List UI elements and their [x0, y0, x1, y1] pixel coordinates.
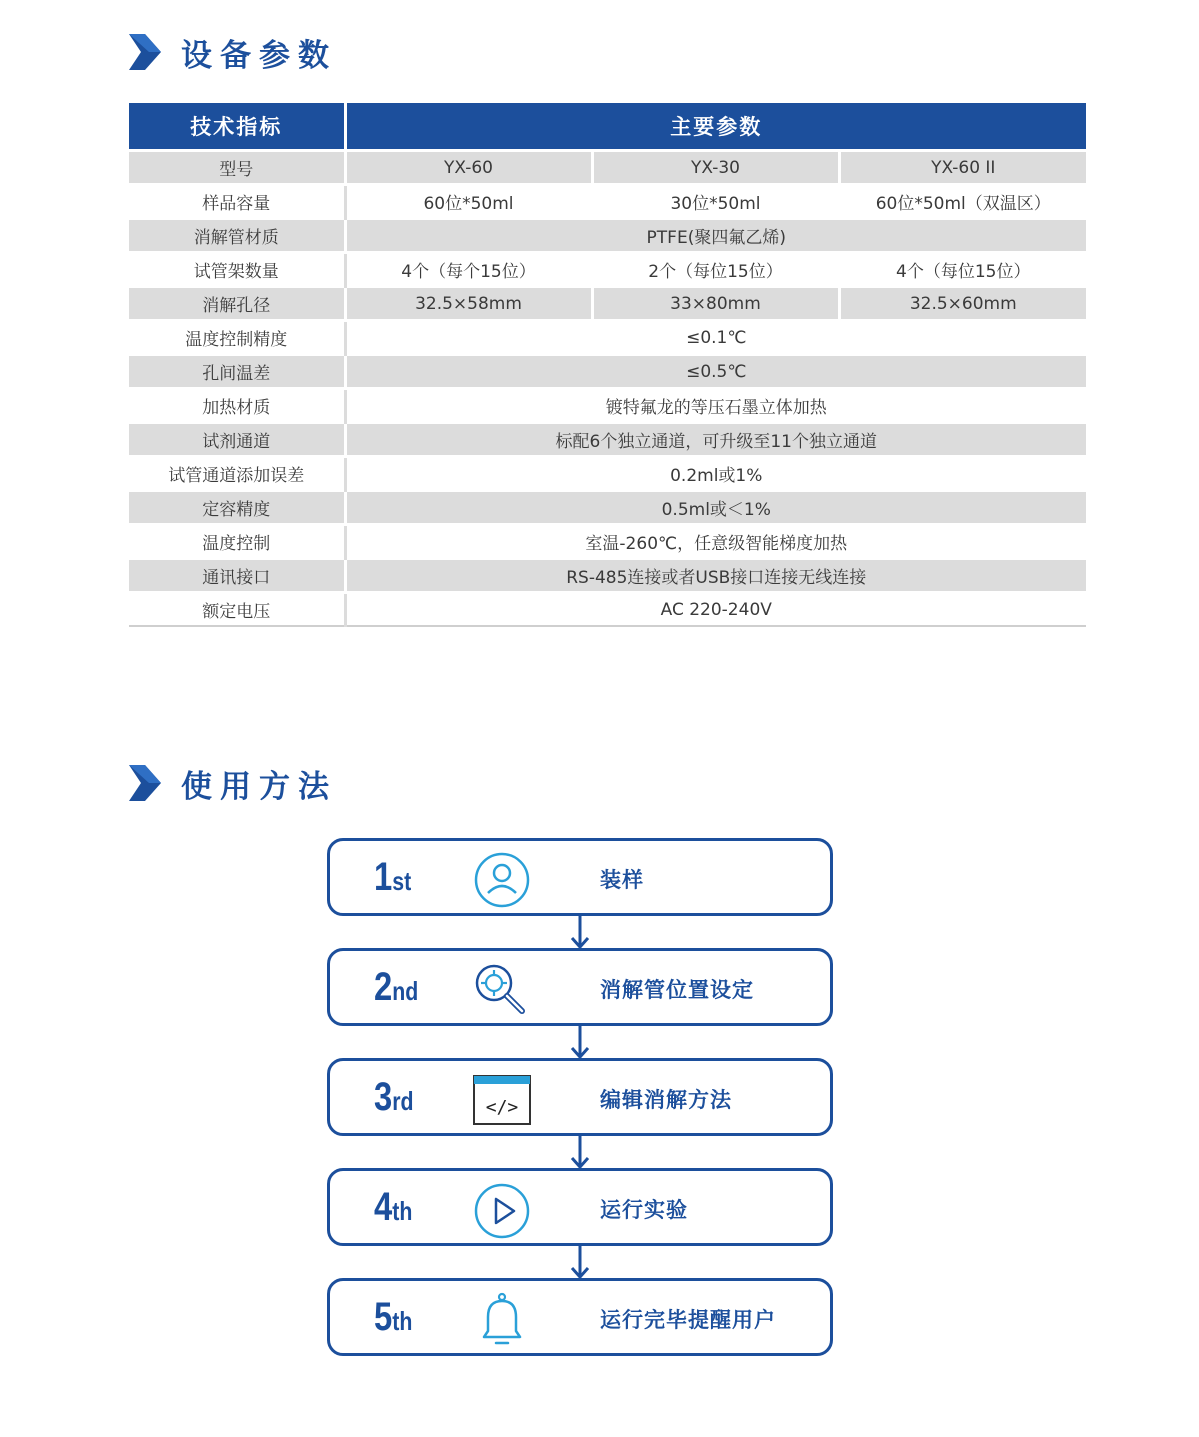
spec-label: 样品容量: [129, 185, 345, 219]
spec-value: 0.5ml或＜1%: [345, 491, 1086, 525]
spec-label: 消解管材质: [129, 219, 345, 253]
spec-value: YX-60: [345, 151, 592, 185]
step-label: 运行完毕提醒用户: [600, 1308, 776, 1332]
spec-label: 型号: [129, 151, 345, 185]
step-number: [374, 855, 411, 900]
step-4: [327, 1168, 833, 1246]
step-number-suffix: th: [392, 1196, 413, 1226]
bell-icon: [472, 1291, 532, 1349]
svg-text:</>: </>: [485, 1097, 519, 1118]
spec-label: 温度控制精度: [129, 321, 345, 355]
chevron-right-icon: [129, 34, 161, 70]
step-label: 消解管位置设定: [600, 978, 754, 1002]
spec-value: 4个（每个15位）: [345, 253, 592, 287]
table-row: [129, 321, 1086, 355]
table-row: [129, 185, 1086, 219]
step-label: 装样: [600, 868, 644, 892]
table-row: [129, 525, 1086, 559]
table-row: [129, 593, 1086, 627]
spec-label: 定容精度: [129, 491, 345, 525]
step-number: [374, 1185, 412, 1230]
step-number-digit: 3: [374, 1075, 393, 1119]
table-row: [129, 253, 1086, 287]
spec-value: 60位*50ml: [345, 185, 592, 219]
spec-value: 32.5×60mm: [839, 287, 1086, 321]
table-row: [129, 219, 1086, 253]
step-number-digit: 1: [374, 855, 393, 899]
spec-table: [129, 103, 1086, 627]
user-icon: [472, 851, 532, 909]
spec-value: ≤0.5℃: [345, 355, 1086, 389]
spec-value: YX-30: [592, 151, 839, 185]
spec-label: 通讯接口: [129, 559, 345, 593]
table-header-row: [129, 103, 1086, 151]
table-row: [129, 389, 1086, 423]
step-2: [327, 948, 833, 1026]
step-number-digit: 5: [374, 1295, 393, 1339]
spec-value: 32.5×58mm: [345, 287, 592, 321]
spec-label: 试剂通道: [129, 423, 345, 457]
table-row: [129, 287, 1086, 321]
spec-label: 额定电压: [129, 593, 345, 627]
chevron-right-icon: [129, 765, 161, 801]
spec-value: 室温-260℃，任意级智能梯度加热: [345, 525, 1086, 559]
step-number: [374, 1295, 412, 1340]
step-label: 编辑消解方法: [600, 1088, 732, 1112]
spec-label: 温度控制: [129, 525, 345, 559]
spec-value: 镀特氟龙的等压石墨立体加热: [345, 389, 1086, 423]
step-1: [327, 838, 833, 916]
step-number-suffix: th: [392, 1306, 413, 1336]
table-row: [129, 423, 1086, 457]
spec-value: ≤0.1℃: [345, 321, 1086, 355]
section-title-text: 设备参数: [181, 37, 337, 74]
spec-label: 试管架数量: [129, 253, 345, 287]
step-5: [327, 1278, 833, 1356]
spec-value: 33×80mm: [592, 287, 839, 321]
step-label: 运行实验: [600, 1198, 688, 1222]
step-number: [374, 1075, 414, 1120]
play-icon: [472, 1181, 532, 1239]
spec-value: 60位*50ml（双温区）: [839, 185, 1086, 219]
table-row: [129, 355, 1086, 389]
spec-label: 孔间温差: [129, 355, 345, 389]
step-number-digit: 2: [374, 965, 393, 1009]
header-main-params: 主要参数: [345, 103, 1086, 151]
code-window-icon: [472, 1071, 532, 1129]
step-number-suffix: nd: [392, 976, 419, 1006]
spec-label: 消解孔径: [129, 287, 345, 321]
table-row: [129, 491, 1086, 525]
spec-value: PTFE(聚四氟乙烯): [345, 219, 1086, 253]
search-target-icon: [472, 961, 532, 1019]
spec-label: 加热材质: [129, 389, 345, 423]
spec-value: 2个（每位15位）: [592, 253, 839, 287]
table-row: [129, 457, 1086, 491]
step-number-digit: 4: [374, 1185, 393, 1229]
table-row: [129, 151, 1086, 185]
step-number: [374, 965, 418, 1010]
spec-value: YX-60 II: [839, 151, 1086, 185]
step-3: [327, 1058, 833, 1136]
spec-value: RS-485连接或者USB接口连接无线连接: [345, 559, 1086, 593]
section-title-usage: [129, 763, 337, 803]
spec-value: AC 220-240V: [345, 593, 1086, 627]
spec-value: 30位*50ml: [592, 185, 839, 219]
spec-label: 试管通道添加误差: [129, 457, 345, 491]
section-title-text: 使用方法: [181, 768, 337, 805]
section-title-specs: [129, 32, 337, 72]
spec-value: 0.2ml或1%: [345, 457, 1086, 491]
step-number-suffix: st: [392, 866, 412, 896]
table-row: [129, 559, 1086, 593]
header-tech-index: 技术指标: [129, 103, 345, 151]
spec-value: 4个（每位15位）: [839, 253, 1086, 287]
step-number-suffix: rd: [392, 1086, 414, 1116]
spec-value: 标配6个独立通道，可升级至11个独立通道: [345, 423, 1086, 457]
